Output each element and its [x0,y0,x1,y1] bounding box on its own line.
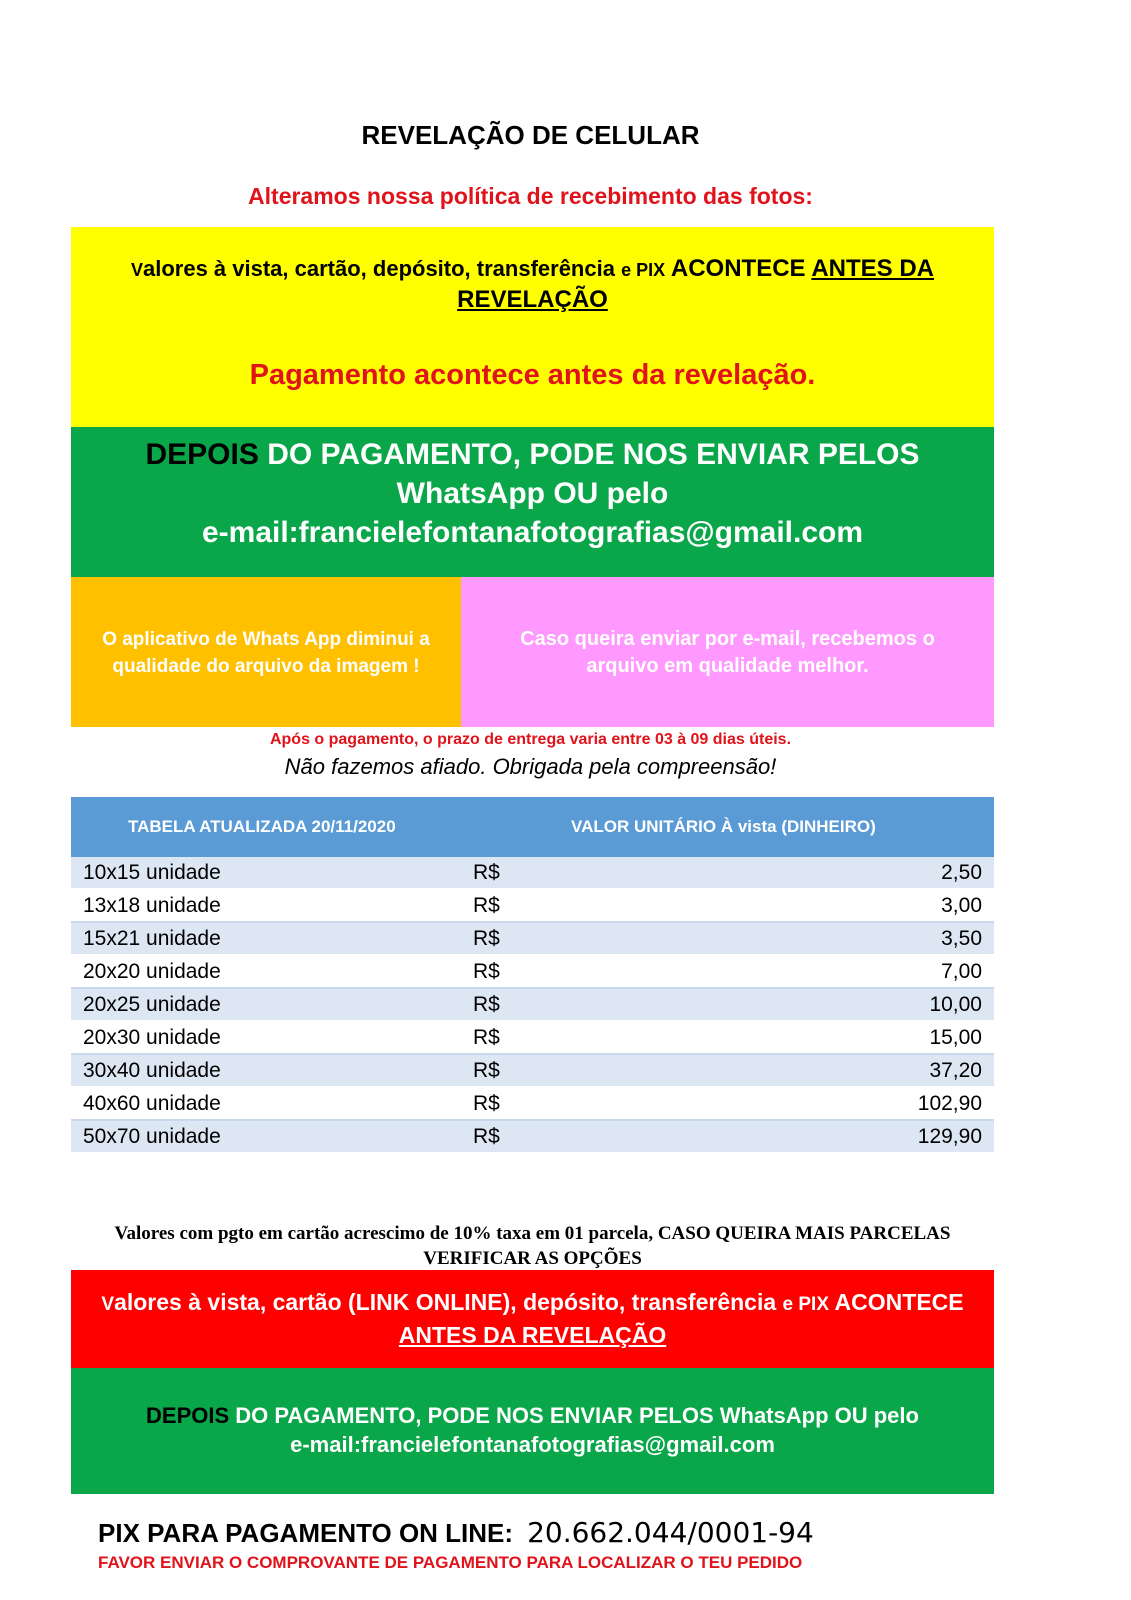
pix-line [98,1516,814,1549]
policy-subtitle: Alteramos nossa política de recebimento das fotos: [248,183,813,209]
send-instructions-text: DEPOIS DO PAGAMENTO, PODE NOS ENVIAR PELOS WhatsApp OU pelo e-mail:francielefontanafotografias@gmail.com [145,438,920,549]
table-row: 15x21 unidade R$ 3,50 [71,923,994,956]
table-row: 13x18 unidade R$ 3,00 [71,890,994,923]
no-credit-note: Não fazemos afiado. Obrigada pela compreensão! [284,754,777,779]
table-row: 20x30 unidade R$ 15,00 [71,1022,994,1055]
pix-key: 20.662.044/0001-94 [527,1516,814,1549]
payment-policy-box [71,227,994,427]
email-address: e-mail:francielefontanafotografias@gmail.com [201,516,864,549]
table-row: 20x25 unidade R$ 10,00 [71,989,994,1022]
table-row: 30x40 unidade R$ 37,20 [71,1055,994,1088]
email-quality-note: Caso queira enviar por e-mail, recebemos o arquivo em qualidade melhor. [461,577,994,727]
table-header-left: TABELA ATUALIZADA 20/11/2020 [128,817,396,836]
table-row: 40x60 unidade R$ 102,90 [71,1088,994,1121]
table-row: 50x70 unidade R$ 129,90 [71,1121,994,1154]
send-instructions-box-2: DEPOIS DO PAGAMENTO, PODE NOS ENVIAR PELOS WhatsApp OU pelo e-mail:francielefontanafotografias@gmail.com [71,1368,994,1494]
delivery-deadline: Após o pagamento, o prazo de entrega varia entre 03 à 09 dias úteis. [269,731,792,748]
card-fee-note: Valores com pgto em cartão acrescimo de 10% taxa em 01 parcela, CASO QUEIRA MAIS PARCELAS VERIFICAR AS OPÇÕES [114,1223,951,1269]
table-header [71,797,994,857]
payment-before-notice: Pagamento acontece antes da revelação. [249,359,816,391]
whatsapp-quality-note: O aplicativo de Whats App diminui a qualidade do arquivo da imagem ! [71,577,461,727]
table-body [71,857,994,1154]
pix-receipt-note: FAVOR ENVIAR O COMPROVANTE DE PAGAMENTO PARA LOCALIZAR O TEU PEDIDO [98,1553,803,1572]
table-row: 10x15 unidade R$ 2,50 [71,857,994,890]
table-row: 20x20 unidade R$ 7,00 [71,956,994,989]
email-address-2: e-mail:francielefontanafotografias@gmail.com [290,1432,775,1457]
send-instructions-box [71,427,994,577]
price-table [71,797,994,1154]
payment-methods-text: Valores à vista, cartão, depósito, transferência e PIX ACONTECE ANTES DA REVELAÇÃO [130,255,935,313]
payment-policy-red-box: Valores à vista, cartão (LINK ONLINE), depósito, transferência e PIX ACONTECE ANTES DA REVELAÇÃO [71,1270,994,1368]
page-title: REVELAÇÃO DE CELULAR [361,120,700,150]
table-header-right: VALOR UNITÁRIO À vista (DINHEIRO) [571,817,876,836]
pix-label: PIX PARA PAGAMENTO ON LINE: [98,1518,514,1548]
